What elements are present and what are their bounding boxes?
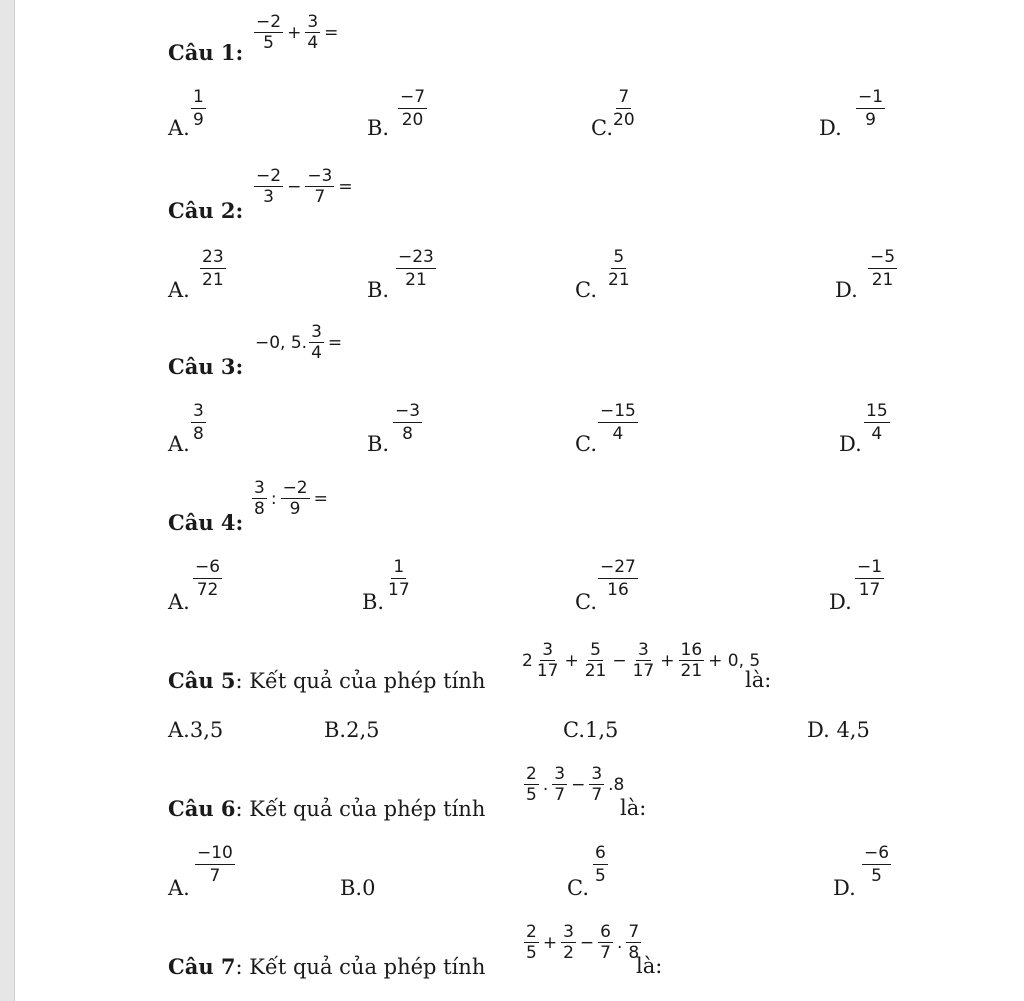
q2-option-c-value: 5 21	[608, 247, 630, 290]
q5-option-b: B.2,5	[324, 718, 380, 742]
q3-option-c: C.	[575, 432, 597, 456]
q2-option-b-value: −23 21	[398, 247, 434, 290]
q4-option-a-value: −6 72	[195, 557, 221, 600]
q1-option-a: A.	[168, 116, 190, 140]
q6-option-b: B.0	[340, 876, 376, 900]
question-2-expression: $\frac{-2}{3}$ − $\frac{-3}{7}$ =	[256, 166, 353, 207]
question-4-expression: $\frac{3}{8}$ : $\frac{-2}{9}$ =	[254, 478, 328, 519]
q2-option-a-value: 23 21	[202, 247, 224, 290]
question-2-label: Câu 2:	[168, 198, 244, 223]
question-5-suffix: là:	[745, 668, 772, 692]
question-4-label: Câu 4:	[168, 510, 244, 535]
q3-option-c-value: −15 4	[600, 401, 636, 444]
q2-option-d: D.	[835, 278, 858, 302]
q4-option-c: C.	[575, 590, 597, 614]
question-5-expression: 2 $\frac{3}{17}$ + $\frac{5}{21}$ − $\frac{3}{17}$ + $\frac{16}{21}$ + 0, 5	[522, 640, 761, 681]
q4-option-d-value: −1 17	[857, 557, 883, 600]
q6-option-c: C.	[567, 876, 589, 900]
question-1-label: Câu 1:	[168, 40, 244, 65]
q1-option-c: C.	[591, 116, 613, 140]
question-6-suffix: là:	[620, 796, 647, 820]
q1-option-b-value: −7 20	[400, 87, 426, 130]
q3-option-a-value: 3 8	[193, 401, 204, 444]
q4-option-a: A.	[168, 590, 190, 614]
question-5-label: Câu 5: Kết quả của phép tính	[168, 668, 486, 693]
page-left-border	[0, 0, 15, 1001]
q1-option-b: B.	[367, 116, 390, 140]
q5-option-a: A.3,5	[168, 718, 224, 742]
q4-option-b: B.	[362, 590, 385, 614]
q2-option-a: A.	[168, 278, 190, 302]
q6-option-c-value: 6 5	[595, 843, 606, 886]
q1-option-c-value: 7 20	[613, 87, 635, 130]
q4-option-b-value: 1 17	[388, 557, 410, 600]
question-7-expression: $\frac{2}{5}$ + $\frac{3}{2}$ − $\frac{6}{7}$ . $\frac{7}{8}$	[526, 922, 640, 963]
q5-option-c: C.1,5	[563, 718, 619, 742]
question-3-expression: −0, 5. $\frac{3}{4}$ =	[255, 322, 343, 363]
question-6-label: Câu 6: Kết quả của phép tính	[168, 796, 486, 821]
q6-option-a-value: −10 7	[197, 843, 233, 886]
q2-option-d-value: −5 21	[870, 247, 896, 290]
q3-option-d-value: 15 4	[866, 401, 888, 444]
q3-option-d: D.	[839, 432, 862, 456]
question-6-expression: $\frac{2}{5}$ . $\frac{3}{7}$ − $\frac{3}{7}$ .8	[526, 764, 625, 805]
q2-option-c: C.	[575, 278, 597, 302]
q4-option-d: D.	[829, 590, 852, 614]
q3-option-a: A.	[168, 432, 190, 456]
q1-option-d: D.	[819, 116, 842, 140]
q1-option-a-value: 1 9	[193, 87, 204, 130]
q3-option-b-value: −3 8	[395, 401, 421, 444]
q6-option-d: D.	[833, 876, 856, 900]
question-1-expression: $\frac{-2}{5}$ + $\frac{3}{4}$ =	[256, 12, 339, 53]
question-3-label: Câu 3:	[168, 354, 244, 379]
question-7-suffix: là:	[636, 954, 663, 978]
q3-option-b: B.	[367, 432, 390, 456]
q1-option-d-value: −1 9	[858, 87, 884, 130]
q6-option-d-value: −6 5	[864, 843, 890, 886]
q5-option-d: D. 4,5	[807, 718, 870, 742]
question-7-label: Câu 7: Kết quả của phép tính	[168, 954, 486, 979]
q4-option-c-value: −27 16	[600, 557, 636, 600]
q2-option-b: B.	[367, 278, 390, 302]
q6-option-a: A.	[168, 876, 190, 900]
